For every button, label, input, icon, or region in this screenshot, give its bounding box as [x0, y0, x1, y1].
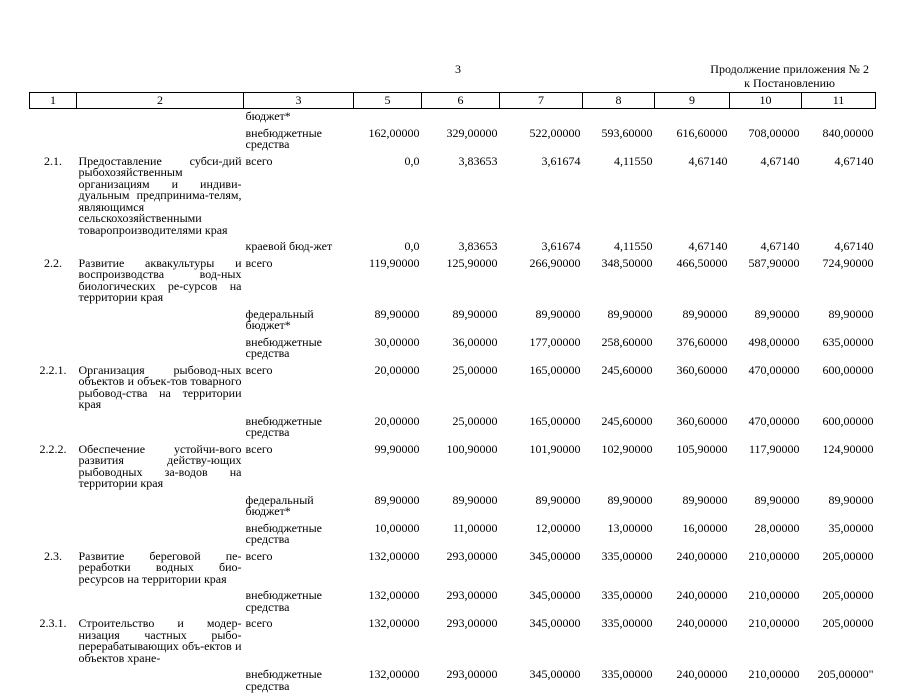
- value-cell: 376,60000: [676, 334, 728, 349]
- row-code: 2.2.2.: [39, 441, 67, 456]
- value-cell: [655, 109, 730, 126]
- value-cell: 593,60000: [601, 125, 653, 140]
- value-cell: 105,90000: [676, 441, 728, 456]
- header-cell-col-3: 3: [244, 93, 354, 109]
- value-cell: 240,00000: [676, 548, 728, 563]
- value-cell: 89,90000: [535, 306, 581, 321]
- value-cell: 117,90000: [748, 441, 800, 456]
- row-code: [30, 493, 77, 521]
- row-code: 2.3.: [44, 548, 62, 563]
- continuation-line-2: к Постановлению: [744, 76, 835, 90]
- value-cell: 240,00000: [676, 588, 728, 602]
- continuation-line-1: Продолжение приложения № 2: [710, 62, 869, 76]
- header-cell-col-4: 5: [354, 93, 422, 109]
- value-cell: 132,00000: [368, 667, 420, 681]
- value-cell: 89,90000: [754, 306, 800, 321]
- value-cell: 89,90000: [828, 492, 874, 507]
- funding-source: бюджет*: [245, 109, 291, 123]
- row-code: 2.3.1.: [39, 616, 67, 630]
- value-cell: 4,67140: [688, 239, 728, 253]
- row-name: [77, 667, 244, 695]
- value-cell: 293,00000: [446, 588, 498, 602]
- value-cell: 89,90000: [607, 306, 653, 321]
- value-cell: 360,60000: [676, 362, 728, 377]
- value-cell: 470,00000: [748, 362, 800, 377]
- table-row: [30, 588, 876, 616]
- value-cell: 240,00000: [676, 616, 728, 630]
- value-cell: 210,00000: [748, 667, 800, 681]
- value-cell: 335,00000: [601, 588, 653, 602]
- row-code: 2.1.: [44, 153, 62, 168]
- funding-source: внебюджетные средства: [245, 334, 322, 360]
- value-cell: 335,00000: [601, 667, 653, 681]
- value-cell: 345,00000: [529, 548, 581, 563]
- value-cell: 162,00000: [368, 125, 420, 140]
- row-code: [30, 667, 77, 695]
- value-cell: 348,50000: [601, 255, 653, 270]
- table-row: [30, 126, 876, 154]
- table-row: [30, 239, 876, 256]
- funding-source: всего: [245, 616, 273, 630]
- value-cell: 132,00000: [368, 548, 420, 563]
- page-number: 3: [455, 62, 461, 76]
- continuation-note: [710, 62, 869, 90]
- row-code: [30, 521, 77, 549]
- table-row: [30, 616, 876, 667]
- value-cell: 240,00000: [676, 667, 728, 681]
- value-cell: 89,90000: [374, 492, 420, 507]
- value-cell: 587,90000: [748, 255, 800, 270]
- table-row: [30, 335, 876, 363]
- value-cell: 28,00000: [754, 520, 800, 535]
- value-cell: 132,00000: [368, 616, 420, 630]
- value-cell: 25,00000: [452, 362, 498, 377]
- value-cell: 266,90000: [529, 255, 581, 270]
- funding-source: всего: [245, 153, 273, 168]
- row-code: [30, 588, 77, 616]
- header-row: [30, 93, 876, 109]
- row-code: [30, 126, 77, 154]
- row-code: [30, 414, 77, 442]
- value-cell: 4,67140: [760, 239, 800, 253]
- value-cell: 210,00000: [748, 588, 800, 602]
- value-cell: 210,00000: [748, 548, 800, 563]
- funding-source: внебюджетные средства: [245, 588, 322, 614]
- value-cell: 329,00000: [446, 125, 498, 140]
- funding-source: федеральный бюджет*: [245, 492, 314, 518]
- value-cell: 10,00000: [374, 520, 420, 535]
- table-row: [30, 414, 876, 442]
- funding-source: всего: [245, 255, 273, 270]
- value-cell: 724,90000: [822, 255, 874, 270]
- value-cell: 345,00000: [529, 667, 581, 681]
- table-row: [30, 493, 876, 521]
- row-name: [77, 307, 244, 335]
- row-code: [30, 109, 77, 126]
- value-cell: 89,90000: [535, 492, 581, 507]
- header-cell-col-10: 11: [802, 93, 876, 109]
- row-code: [30, 335, 77, 363]
- value-cell: 3,83653: [458, 239, 498, 253]
- row-name: [77, 521, 244, 549]
- value-cell: 100,90000: [446, 441, 498, 456]
- value-cell: 210,00000: [748, 616, 800, 630]
- row-name: Развитие береговой пе-реработки водных био-ресурсов на территории края: [78, 548, 242, 586]
- value-cell: 177,00000: [529, 334, 581, 349]
- value-cell: 20,00000: [374, 362, 420, 377]
- value-cell: 522,00000: [529, 125, 581, 140]
- value-cell: 89,90000: [754, 492, 800, 507]
- row-name: Обеспечение устойчи-вого развития действу-ющих рыбоводных за-водов на территории края: [78, 441, 242, 490]
- value-cell: 89,90000: [607, 492, 653, 507]
- value-cell: 124,90000: [822, 441, 874, 456]
- row-name: [77, 109, 244, 126]
- row-name: Организация рыбовод-ных объектов и объек-тов товарного рыбовод-ства на территории края: [78, 362, 242, 411]
- row-code: [30, 307, 77, 335]
- value-cell: 840,00000: [822, 125, 874, 140]
- value-cell: [354, 109, 422, 126]
- value-cell: 498,00000: [748, 334, 800, 349]
- value-cell: 3,61674: [541, 239, 581, 253]
- value-cell: [422, 109, 500, 126]
- value-cell: 12,00000: [535, 520, 581, 535]
- value-cell: [583, 109, 655, 126]
- value-cell: 4,67140: [688, 153, 728, 168]
- value-cell: 258,60000: [601, 334, 653, 349]
- row-code: [30, 239, 77, 256]
- appendix-table: [29, 92, 876, 695]
- value-cell: 335,00000: [601, 616, 653, 630]
- row-name: [77, 126, 244, 154]
- value-cell: 4,11550: [613, 153, 653, 168]
- funding-source: всего: [245, 441, 273, 456]
- value-cell: 0,0: [404, 239, 420, 253]
- value-cell: 293,00000: [446, 548, 498, 563]
- table-row: [30, 109, 876, 126]
- table-row: [30, 667, 876, 695]
- row-name: [77, 588, 244, 616]
- value-cell: 89,90000: [828, 306, 874, 321]
- row-name: [77, 493, 244, 521]
- table-row: [30, 363, 876, 414]
- value-cell: 335,00000: [601, 548, 653, 563]
- funding-source: внебюджетные средства: [245, 413, 322, 439]
- value-cell: 205,00000: [822, 616, 874, 630]
- value-cell: 466,50000: [676, 255, 728, 270]
- funding-source: внебюджетные средства: [245, 520, 322, 546]
- value-cell: 99,90000: [374, 441, 420, 456]
- value-cell: [500, 109, 583, 126]
- header-cell-col-5: 6: [422, 93, 500, 109]
- table-row: [30, 256, 876, 307]
- value-cell: 616,60000: [676, 125, 728, 140]
- value-cell: 3,83653: [458, 153, 498, 168]
- value-cell: 20,00000: [374, 413, 420, 428]
- funding-source: федеральный бюджет*: [245, 306, 314, 332]
- value-cell: 345,00000: [529, 616, 581, 630]
- funding-source: краевой бюд-жет: [245, 239, 333, 253]
- value-cell: 4,67140: [834, 239, 874, 253]
- row-name: [77, 414, 244, 442]
- value-cell: 4,11550: [613, 239, 653, 253]
- table-row: [30, 442, 876, 493]
- value-cell: 245,60000: [601, 413, 653, 428]
- value-cell: [802, 109, 876, 126]
- header-cell-col-2: 2: [77, 93, 244, 109]
- value-cell: 89,90000: [682, 306, 728, 321]
- value-cell: 89,90000: [682, 492, 728, 507]
- funding-source: всего: [245, 362, 273, 377]
- value-cell: 101,90000: [529, 441, 581, 456]
- value-cell: 293,00000: [446, 616, 498, 630]
- value-cell: 89,90000: [452, 492, 498, 507]
- value-cell: 0,0: [404, 153, 420, 168]
- value-cell: 16,00000: [682, 520, 728, 535]
- value-cell: [730, 109, 802, 126]
- value-cell: 708,00000: [748, 125, 800, 140]
- value-cell: 470,00000: [748, 413, 800, 428]
- header-cell-col-6: 7: [500, 93, 583, 109]
- value-cell: 3,61674: [541, 153, 581, 168]
- value-cell: 360,60000: [676, 413, 728, 428]
- value-cell: 36,00000: [452, 334, 498, 349]
- row-code: 2.2.: [44, 255, 62, 270]
- row-code: 2.2.1.: [39, 362, 67, 377]
- row-name: Развитие аквакультуры и воспроизводства вод-ных биологических ре-сурсов на территории края: [78, 255, 242, 304]
- value-cell: 89,90000: [452, 306, 498, 321]
- value-cell: 4,67140: [760, 153, 800, 168]
- table-row: [30, 154, 876, 240]
- value-cell: 165,00000: [529, 362, 581, 377]
- value-cell: 4,67140: [834, 153, 874, 168]
- value-cell: 102,90000: [601, 441, 653, 456]
- table-row: [30, 307, 876, 335]
- header-cell-col-1: 1: [30, 93, 77, 109]
- header-cell-col-8: 9: [655, 93, 730, 109]
- value-cell: 125,90000: [446, 255, 498, 270]
- header-cell-col-7: 8: [583, 93, 655, 109]
- value-cell: 89,90000: [374, 306, 420, 321]
- value-cell: 165,00000: [529, 413, 581, 428]
- row-name: [77, 335, 244, 363]
- value-cell: 245,60000: [601, 362, 653, 377]
- funding-source: внебюджетные средства: [245, 125, 322, 151]
- value-cell: 25,00000: [452, 413, 498, 428]
- value-cell: 635,00000: [822, 334, 874, 349]
- value-cell: 205,00000": [817, 667, 874, 681]
- row-name: Предоставление субси-дий рыбохозяйственным организациям и индиви-дуальным предпринима-телям, являющимся сельскохозяйственными товаропроизводителями края: [78, 153, 242, 237]
- table-row: [30, 521, 876, 549]
- row-name: [77, 239, 244, 256]
- funding-source: всего: [245, 548, 273, 563]
- table-row: [30, 549, 876, 589]
- row-name: Строительство и модер-низация частных рыбо-перерабатывающих объ-ектов и объектов хране-: [78, 616, 242, 665]
- value-cell: 600,00000: [822, 413, 874, 428]
- value-cell: 600,00000: [822, 362, 874, 377]
- value-cell: 35,00000: [828, 520, 874, 535]
- value-cell: 293,00000: [446, 667, 498, 681]
- value-cell: 119,90000: [368, 255, 420, 270]
- value-cell: 345,00000: [529, 588, 581, 602]
- value-cell: 13,00000: [607, 520, 653, 535]
- value-cell: 132,00000: [368, 588, 420, 602]
- funding-source: внебюджетные средства: [245, 667, 322, 693]
- value-cell: 205,00000: [822, 588, 874, 602]
- header-cell-col-9: 10: [730, 93, 802, 109]
- value-cell: 205,00000: [822, 548, 874, 563]
- value-cell: 30,00000: [374, 334, 420, 349]
- value-cell: 11,00000: [452, 520, 498, 535]
